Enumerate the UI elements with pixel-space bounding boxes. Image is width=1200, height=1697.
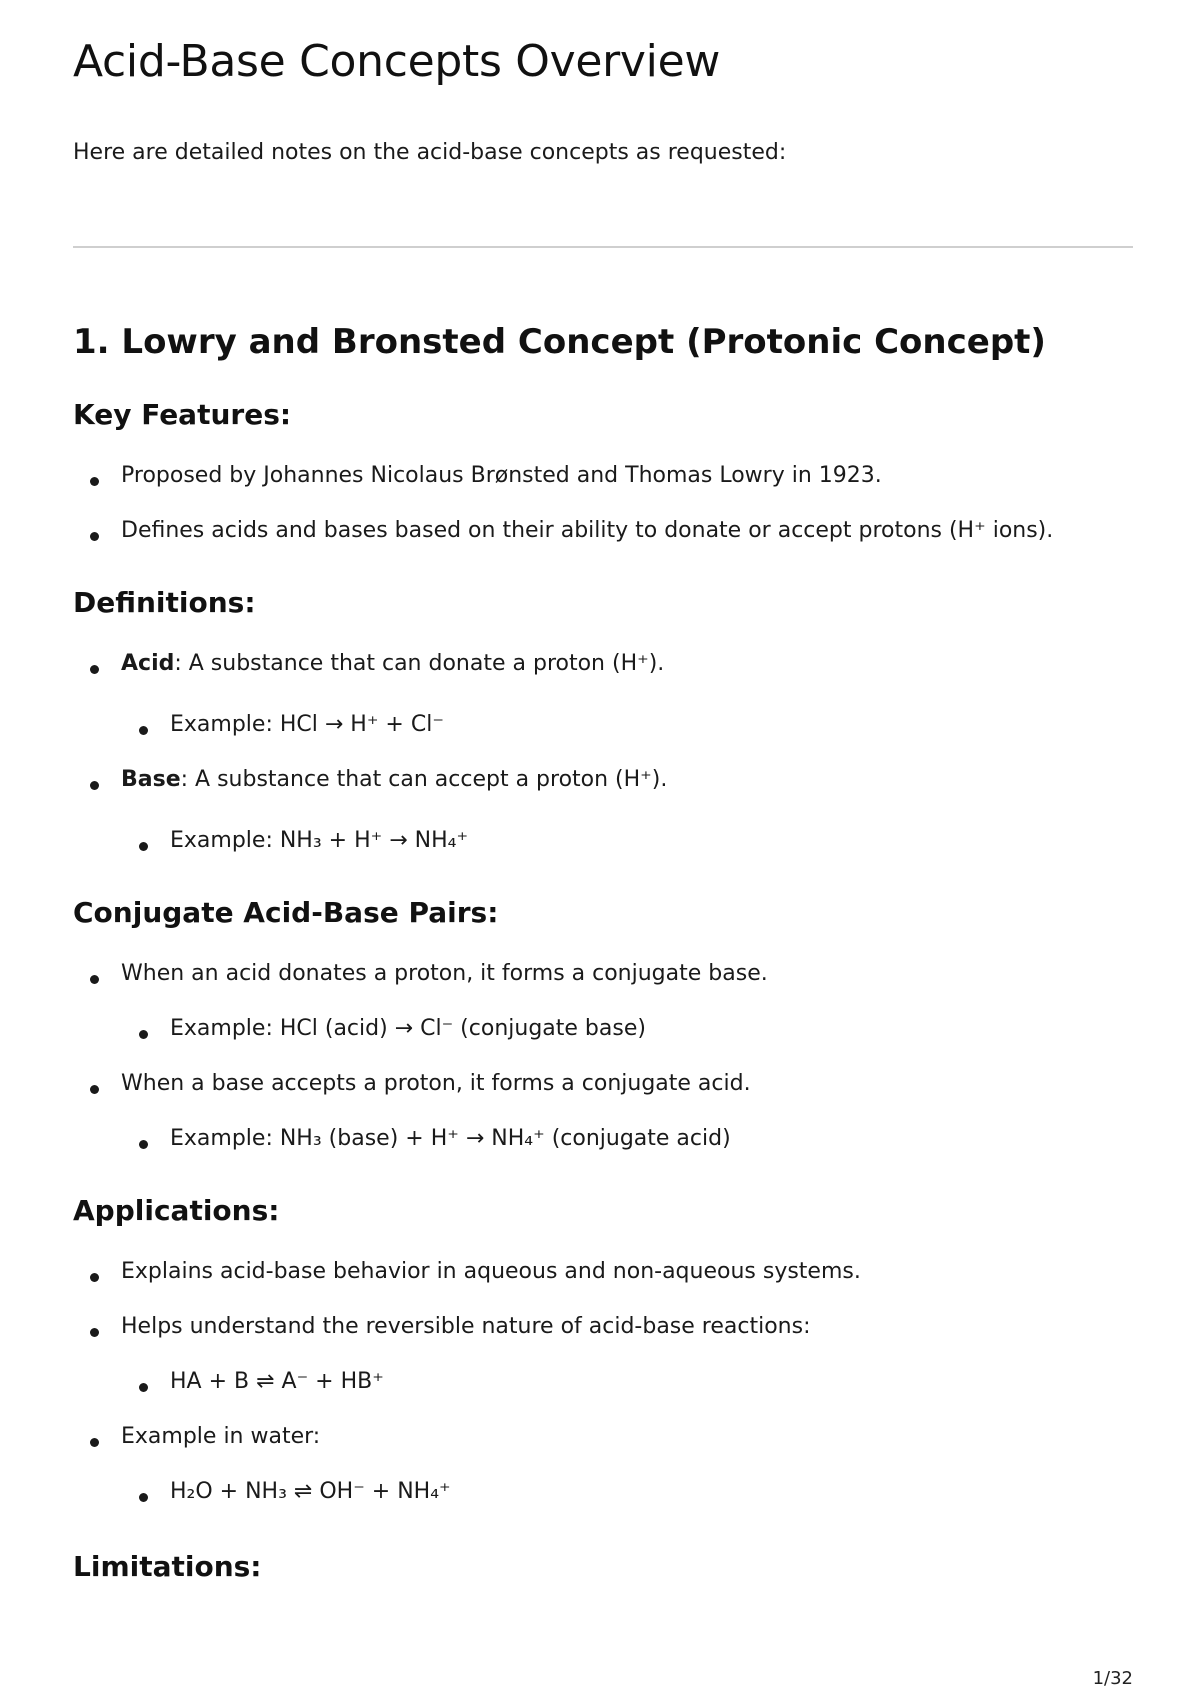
conjugate-heading: Conjugate Acid-Base Pairs: [73, 896, 499, 929]
intro-text: Here are detailed notes on the acid-base concepts as requested: [73, 140, 787, 165]
list-item: Example: HCl (acid) → Cl⁻ (conjugate base) [170, 1016, 646, 1041]
list-item: Defines acids and bases based on their ability to donate or accept protons (H⁺ ions). [121, 518, 1054, 543]
base-term: Base [121, 767, 181, 792]
section-heading: 1. Lowry and Bronsted Concept (Protonic Concept) [73, 322, 1046, 362]
list-item: H₂O + NH₃ ⇌ OH⁻ + NH₄⁺ [170, 1479, 451, 1504]
list-item-base [121, 767, 667, 792]
list-item-acid [121, 651, 664, 676]
list-item: Example: NH₃ (base) + H⁺ → NH₄⁺ (conjugate acid) [170, 1126, 731, 1151]
list-item: HA + B ⇌ A⁻ + HB⁺ [170, 1369, 384, 1394]
applications-heading: Applications: [73, 1194, 280, 1227]
list-item: Example: HCl → H⁺ + Cl⁻ [170, 712, 444, 737]
key-features-heading: Key Features: [73, 398, 292, 431]
base-definition: : A substance that can accept a proton (H⁺). [180, 767, 668, 792]
page-number: 1/32 [1092, 1668, 1133, 1689]
list-item: When a base accepts a proton, it forms a conjugate acid. [121, 1071, 751, 1096]
list-item: Example in water: [121, 1424, 321, 1449]
acid-term: Acid [121, 651, 175, 676]
list-item: Example: NH₃ + H⁺ → NH₄⁺ [170, 828, 469, 853]
list-item: Proposed by Johannes Nicolaus Brønsted and Thomas Lowry in 1923. [121, 463, 882, 488]
horizontal-divider [73, 246, 1133, 248]
list-item: Helps understand the reversible nature of acid-base reactions: [121, 1314, 811, 1339]
definitions-heading: Definitions: [73, 586, 256, 619]
page-title: Acid-Base Concepts Overview [73, 36, 721, 87]
limitations-heading: Limitations: [73, 1550, 262, 1583]
list-item: When an acid donates a proton, it forms a conjugate base. [121, 961, 768, 986]
acid-definition: : A substance that can donate a proton (H⁺). [174, 651, 665, 676]
list-item: Explains acid-base behavior in aqueous and non-aqueous systems. [121, 1259, 861, 1284]
